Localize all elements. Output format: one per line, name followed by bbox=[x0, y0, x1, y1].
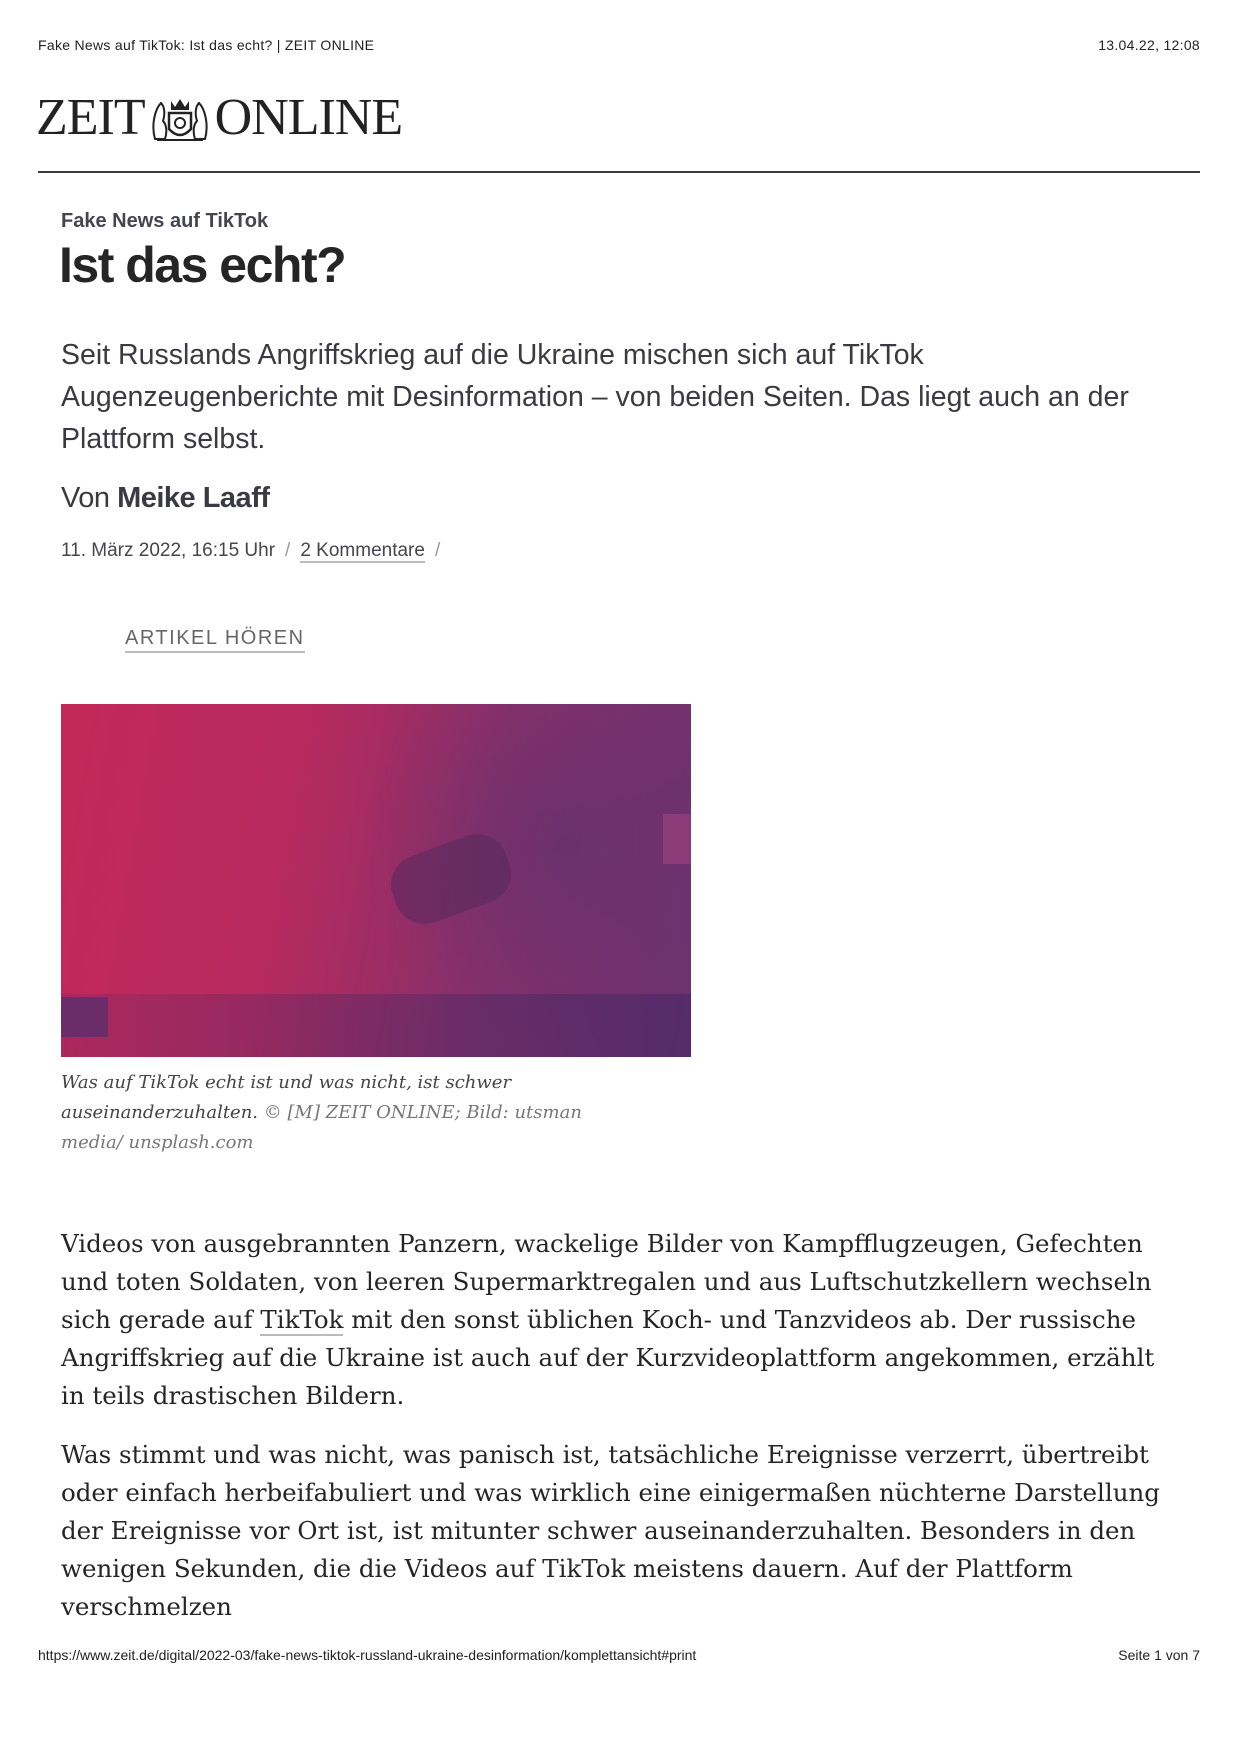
image-caption bbox=[61, 1068, 641, 1158]
paragraph: Was stimmt und was nicht, was panisch ist, tatsächliche Ereignisse verzerrt, übertreibt oder einfach herbeifabuliert und was wirklich eine einigermaßen nüchterne Darstellung der Ereignisse vor Ort ist, ist mitunter schwer auseinanderzuhalten. Besonders in den wenigen Sekunden, die die Videos auf TikTok meistens dauern. Auf der Plattform verschmelzen bbox=[61, 1440, 1160, 1621]
byline-prefix: Von bbox=[61, 482, 110, 514]
article-kicker: Fake News auf TikTok bbox=[61, 210, 269, 232]
print-footer-url: https://www.zeit.de/digital/2022-03/fake-news-tiktok-russland-ukraine-desinformation/komplettansicht#print bbox=[38, 1647, 697, 1663]
comments-link[interactable]: 2 Kommentare bbox=[300, 540, 425, 561]
logo-text-left: ZEIT bbox=[36, 89, 145, 146]
logo-text-right: ONLINE bbox=[214, 89, 403, 146]
separator: / bbox=[285, 540, 291, 561]
article-image bbox=[61, 704, 691, 1057]
separator: / bbox=[434, 540, 441, 561]
listen-article-button[interactable]: ARTIKEL HÖREN bbox=[125, 627, 305, 653]
publish-date: 11. März 2022, 16:15 Uhr bbox=[61, 540, 276, 561]
article-body bbox=[61, 1225, 1181, 1647]
tiktok-link[interactable]: TikTok bbox=[260, 1305, 344, 1334]
caption-text: Was auf TikTok echt ist und was nicht, ist schwer auseinanderzuhalten. bbox=[61, 1072, 512, 1123]
article-headline: Ist das echt? bbox=[59, 237, 346, 293]
zeit-online-logo[interactable] bbox=[36, 89, 403, 146]
article-meta bbox=[61, 540, 450, 562]
byline bbox=[61, 482, 270, 515]
caption-credit: © [M] ZEIT ONLINE; Bild: utsman media/ unsplash.com bbox=[61, 1102, 582, 1153]
print-header-datetime: 13.04.22, 12:08 bbox=[1098, 37, 1200, 53]
print-header-title: Fake News auf TikTok: Ist das echt? | ZEIT ONLINE bbox=[38, 37, 375, 53]
author-link[interactable]: Meike Laaff bbox=[117, 482, 270, 514]
coat-of-arms-icon bbox=[149, 95, 211, 141]
print-footer-page: Seite 1 von 7 bbox=[1118, 1647, 1200, 1663]
paragraph: Videos von ausgebrannten Panzern, wackelige Bilder von Kampfflugzeugen, Gefechten und toten Soldaten, von leeren Supermarktregalen und aus Luftschutzkellern wechseln sich gerade auf TikTok mit den sonst üblichen Koch- und Tanzvideos ab. Der russische Angriffskrieg auf die Ukraine ist auch auf der Kurzvideoplattform angekommen, erzählt in teils drastischen Bildern. bbox=[61, 1229, 1155, 1410]
header-divider bbox=[38, 171, 1200, 173]
article-lead: Seit Russlands Angriffskrieg auf die Ukraine mischen sich auf TikTok Augenzeugenberichte mit Desinformation – von beiden Seiten. Das liegt auch an der Plattform selbst. bbox=[61, 339, 1129, 455]
